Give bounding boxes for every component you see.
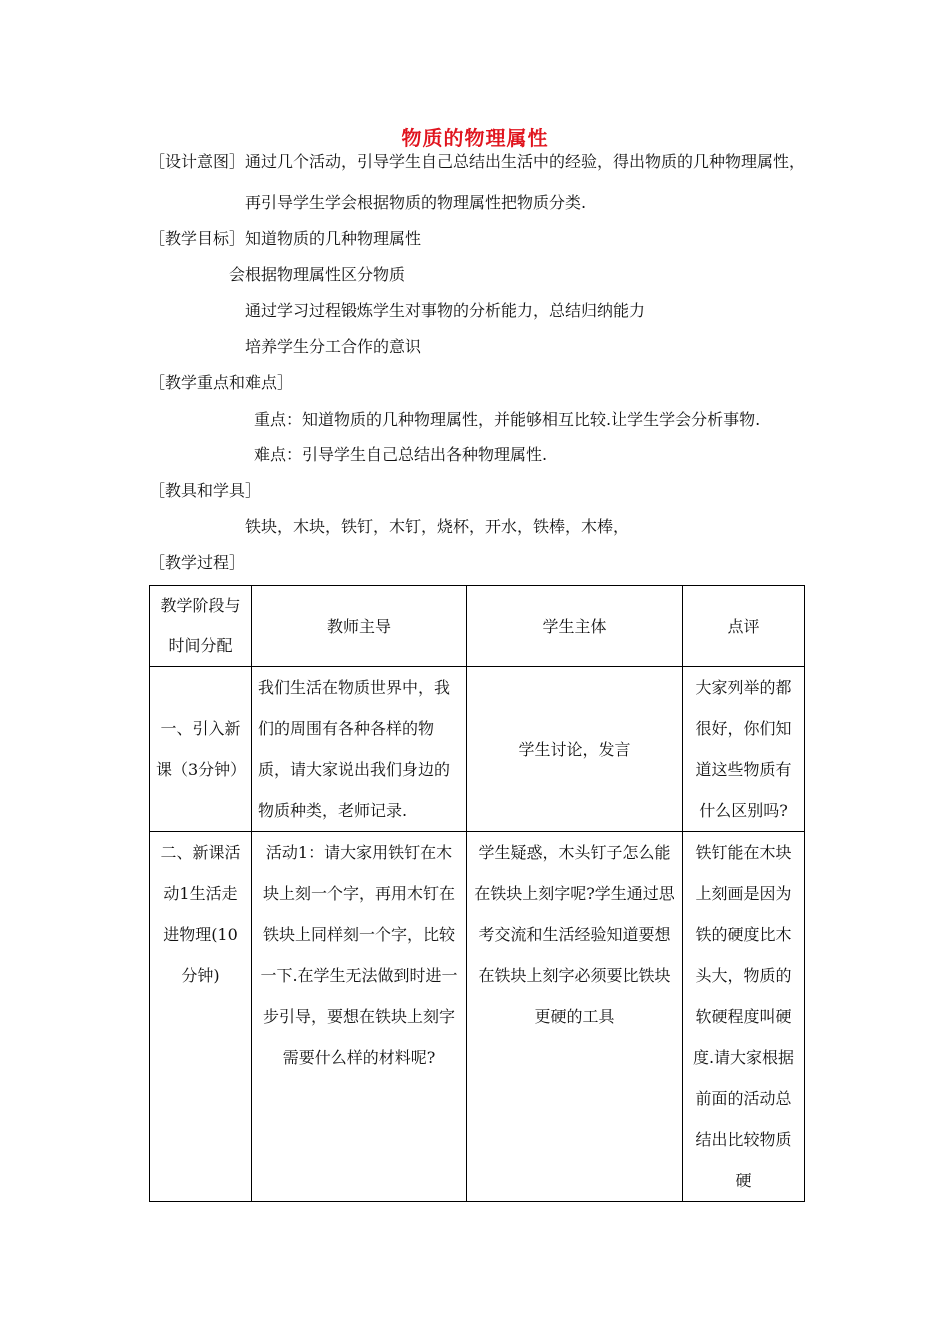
header-cell-comment: 点评	[683, 586, 805, 667]
objective-item: 培养学生分工合作的意识	[245, 337, 422, 356]
difficulty-text: 难点：引导学生自己总结出各种物理属性.	[254, 445, 548, 464]
comment-cell: 大家列举的都很好，你们知道这些物质有什么区别吗?	[683, 667, 805, 832]
process-label: ［教学过程］	[149, 553, 246, 572]
key-point-text: 重点：知道物质的几种物理属性，并能够相互比较.让学生学会分析事物.	[254, 410, 761, 429]
objective-item: 会根据物理属性区分物质	[229, 265, 406, 284]
objective-item: 知道物质的几种物理属性	[245, 229, 422, 248]
teaching-process-table	[149, 585, 805, 1202]
header-cell-teacher: 教师主导	[252, 586, 467, 667]
tools-list: 铁块，木块，铁钉，木钉，烧杯，开水，铁棒，木棒，	[245, 517, 630, 536]
stage-cell: 一、引入新课（3分钟）	[150, 667, 252, 832]
design-intent-line-1: 通过几个活动，引导学生自己总结出生活中的经验，得出物质的几种物理属性，	[245, 152, 806, 171]
table-header-row	[150, 586, 805, 667]
teacher-cell: 我们生活在物质世界中，我们的周围有各种各样的物质，请大家说出我们身边的物质种类，老师记录.	[252, 667, 467, 832]
comment-cell: 铁钉能在木块上刻画是因为铁的硬度比木头大，物质的软硬程度叫硬度.请大家根据前面的活动总结出比较物质硬	[683, 832, 805, 1202]
student-cell: 学生疑惑，木头钉子怎么能在铁块上刻字呢?学生通过思考交流和生活经验知道要想在铁块上刻字必须要比铁块更硬的工具	[467, 832, 683, 1202]
key-points-label: ［教学重点和难点］	[149, 373, 294, 392]
table-row	[150, 667, 805, 832]
objectives-label: ［教学目标］	[149, 229, 246, 248]
stage-cell: 二、新课活动1生活走进物理(10分钟)	[150, 832, 252, 1202]
design-intent-line-2: 再引导学生学会根据物质的物理属性把物质分类.	[245, 193, 587, 212]
design-intent-label: ［设计意图］	[149, 152, 246, 171]
table-row	[150, 832, 805, 1202]
header-cell-stage: 教学阶段与时间分配	[150, 586, 252, 667]
objective-item: 通过学习过程锻炼学生对事物的分析能力，总结归纳能力	[245, 301, 646, 320]
header-cell-student: 学生主体	[467, 586, 683, 667]
document-title: 物质的物理属性	[401, 126, 549, 150]
student-cell: 学生讨论，发言	[467, 667, 683, 832]
teacher-cell: 活动1：请大家用铁钉在木块上刻一个字，再用木钉在铁块上同样刻一个字，比较一下.在学生无法做到时进一步引导，要想在铁块上刻字需要什么样的材料呢?	[252, 832, 467, 1202]
tools-label: ［教具和学具］	[149, 481, 262, 500]
